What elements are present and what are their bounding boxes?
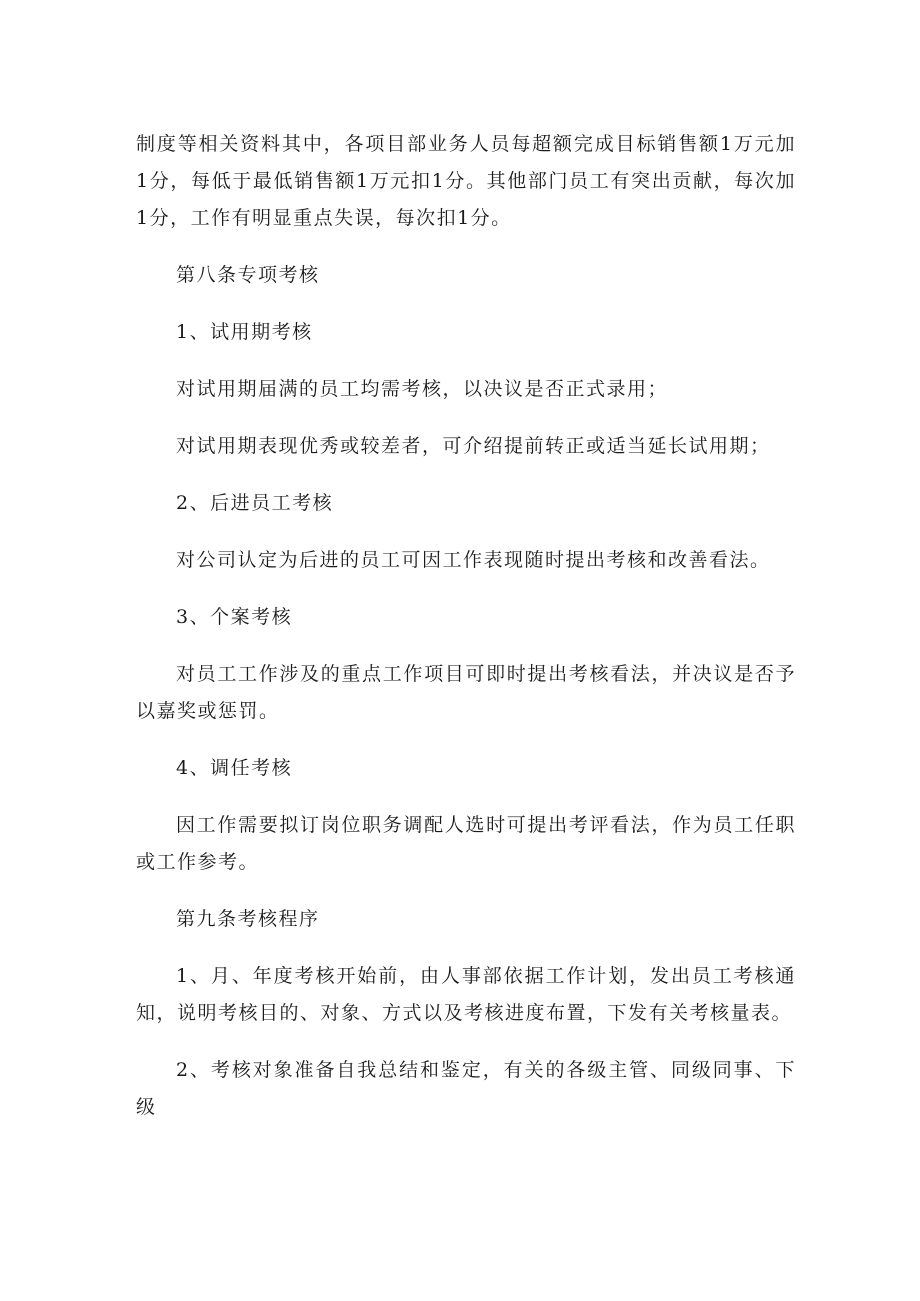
paragraph-probation-2: 对试用期表现优秀或较差者，可介绍提前转正或适当延长试用期； <box>176 435 771 457</box>
subheading-probation-review: 1、试用期考核 <box>176 321 313 343</box>
subheading-underperformer-review: 2、后进员工考核 <box>176 492 334 514</box>
heading-article-9: 第九条考核程序 <box>176 908 320 930</box>
paragraph-continuation: 制度等相关资料其中，各项目部业务人员每超额完成目标销售额1万元加1分，每低于最低销售额1万元扣1分。其他部门员工有突出贡献，每次加1分，工作有明显重点失误，每次扣1分。 <box>136 133 796 229</box>
paragraph-probation-1: 对试用期届满的员工均需考核，以决议是否正式录用； <box>176 378 669 400</box>
subheading-case-review: 3、个案考核 <box>176 606 293 628</box>
paragraph-procedure-2: 2、考核对象准备自我总结和鉴定，有关的各级主管、同级同事、下级 <box>136 1059 796 1118</box>
paragraph-underperformer: 对公司认定为后进的员工可因工作表现随时提出考核和改善看法。 <box>176 549 771 571</box>
heading-article-8: 第八条专项考核 <box>176 264 320 286</box>
document-body <box>136 126 796 1146</box>
subheading-transfer-review: 4、调任考核 <box>176 757 293 779</box>
paragraph-case-review: 对员工工作涉及的重点工作项目可即时提出考核看法，并决议是否予以嘉奖或惩罚。 <box>136 663 796 722</box>
paragraph-procedure-1: 1、月、年度考核开始前，由人事部依据工作计划，发出员工考核通知，说明考核目的、对象、方式以及考核进度布置，下发有关考核量表。 <box>136 965 796 1024</box>
paragraph-transfer-review: 因工作需要拟订岗位职务调配人选时可提出考评看法，作为员工任职或工作参考。 <box>136 814 796 873</box>
